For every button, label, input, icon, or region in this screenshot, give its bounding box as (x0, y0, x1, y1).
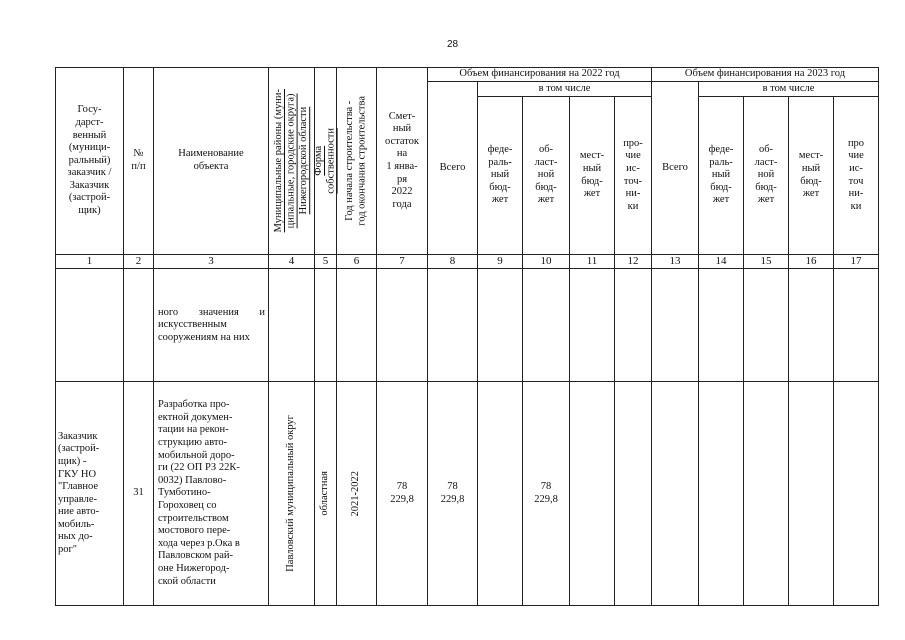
cell (523, 269, 570, 382)
column-number: 11 (570, 255, 615, 269)
row-regional-2023 (744, 382, 789, 606)
header-federal-2023: феде- раль- ный бюд- жет (699, 97, 744, 255)
row-total-2022: 78 229,8 (428, 382, 478, 606)
continuation-row (56, 269, 879, 382)
cell (124, 269, 154, 382)
column-number: 1 (56, 255, 124, 269)
row-years-text: 2021-2022 (350, 470, 362, 517)
cell (315, 269, 337, 382)
cell (56, 269, 124, 382)
row-other-2023 (834, 382, 879, 606)
header-other-2022: про- чие ис- точ- ни- ки (615, 97, 652, 255)
cell (570, 269, 615, 382)
header-federal-2022: феде- раль- ный бюд- жет (478, 97, 523, 255)
column-number: 9 (478, 255, 523, 269)
row-municipality (269, 382, 315, 606)
header-regional-2022: об- ласт- ной бюд- жет (523, 97, 570, 255)
header-total-2023: Всего (652, 82, 699, 255)
column-number: 8 (428, 255, 478, 269)
row-years (337, 382, 377, 606)
header-customer: Госу- дарст- венный (муници- pальный) заказчик / Заказчик (застрой- щик) (56, 68, 124, 255)
cell (269, 269, 315, 382)
column-number: 5 (315, 255, 337, 269)
cell (377, 269, 428, 382)
header-municipality (269, 68, 315, 255)
row-object-name (154, 382, 269, 606)
cell (699, 269, 744, 382)
header-years-text: Год начала строительства - год окончания строительства (343, 96, 368, 226)
table-row (56, 382, 879, 606)
column-number: 12 (615, 255, 652, 269)
header-ownership (312, 68, 337, 255)
cell (789, 269, 834, 382)
header-total-2022: Всего (428, 82, 478, 255)
row-customer (56, 382, 124, 606)
cell (652, 269, 699, 382)
cell (478, 269, 523, 382)
financing-table (55, 67, 879, 606)
row-local-2022 (570, 382, 615, 606)
column-number: 6 (337, 255, 377, 269)
header-other-2023: про чие ис- точ ни- ки (834, 97, 879, 255)
column-number: 13 (652, 255, 699, 269)
cell (615, 269, 652, 382)
column-number: 10 (523, 255, 570, 269)
header-regional-2023: об- ласт- ной бюд- жет (744, 97, 789, 255)
cell (428, 269, 478, 382)
row-local-2023 (789, 382, 834, 606)
column-number-row (56, 255, 879, 269)
column-number: 15 (744, 255, 789, 269)
header-funding-2023: Объем финансирования на 2023 год (652, 68, 879, 82)
row-federal-2022 (478, 382, 523, 606)
column-number: 17 (834, 255, 879, 269)
continuation-object-name-text: ного значения и искусственным сооружениям на них (158, 306, 265, 343)
row-item-no: 31 (124, 382, 154, 606)
row-municipality-text: Павловский муниципальный округ (285, 415, 297, 573)
header-years (337, 68, 377, 255)
cell (337, 269, 377, 382)
row-federal-2023 (699, 382, 744, 606)
cell (834, 269, 879, 382)
header-estimate-balance: Смет- ный остаток на 1 янва- ря 2022 года (377, 68, 428, 255)
row-total-2023 (652, 382, 699, 606)
column-number: 14 (699, 255, 744, 269)
page-number: 28 (446, 39, 459, 50)
header-object-name: Наименование объекта (154, 68, 269, 255)
row-other-2022 (615, 382, 652, 606)
header-local-2023: мест- ный бюд- жет (789, 97, 834, 255)
continuation-object-name (154, 269, 269, 382)
row-regional-2022: 78 229,8 (523, 382, 570, 606)
header-item-no: № п/п (124, 68, 154, 255)
row-customer-text: Заказчик (застрой- щик) - ГКУ НО "Главное управле- ние авто- мобиль- ных до- рог" (58, 430, 100, 556)
column-number: 3 (154, 255, 269, 269)
column-number: 2 (124, 255, 154, 269)
header-local-2022: мест- ный бюд- жет (570, 97, 615, 255)
header-funding-2022: Объем финансирования на 2022 год (428, 68, 652, 82)
header-including-2022: в том числе (478, 82, 652, 97)
header-ownership-text: Форма собственности (312, 128, 337, 194)
row-estimate-balance: 78 229,8 (377, 382, 428, 606)
column-number: 4 (269, 255, 315, 269)
row-object-name-text: Разработка про- ектной докумен- тации на рекон- струкцию авто- мобильной доро- ги (22 ОП РЗ 22К- 0032) Павлово- Тумботино- Гороховец со строительством мостового пере- хода через р.Ока в Павловском рай- оне Нижегород- ской области (158, 399, 240, 587)
column-number: 16 (789, 255, 834, 269)
header-municipality-text: Муниципальные районы (муни- ципальные, городские округа) Нижегородской области (272, 89, 309, 233)
row-ownership-text: областная (319, 471, 331, 516)
header-including-2023: в том числе (699, 82, 879, 97)
row-ownership (315, 382, 337, 606)
column-number: 7 (377, 255, 428, 269)
cell (744, 269, 789, 382)
